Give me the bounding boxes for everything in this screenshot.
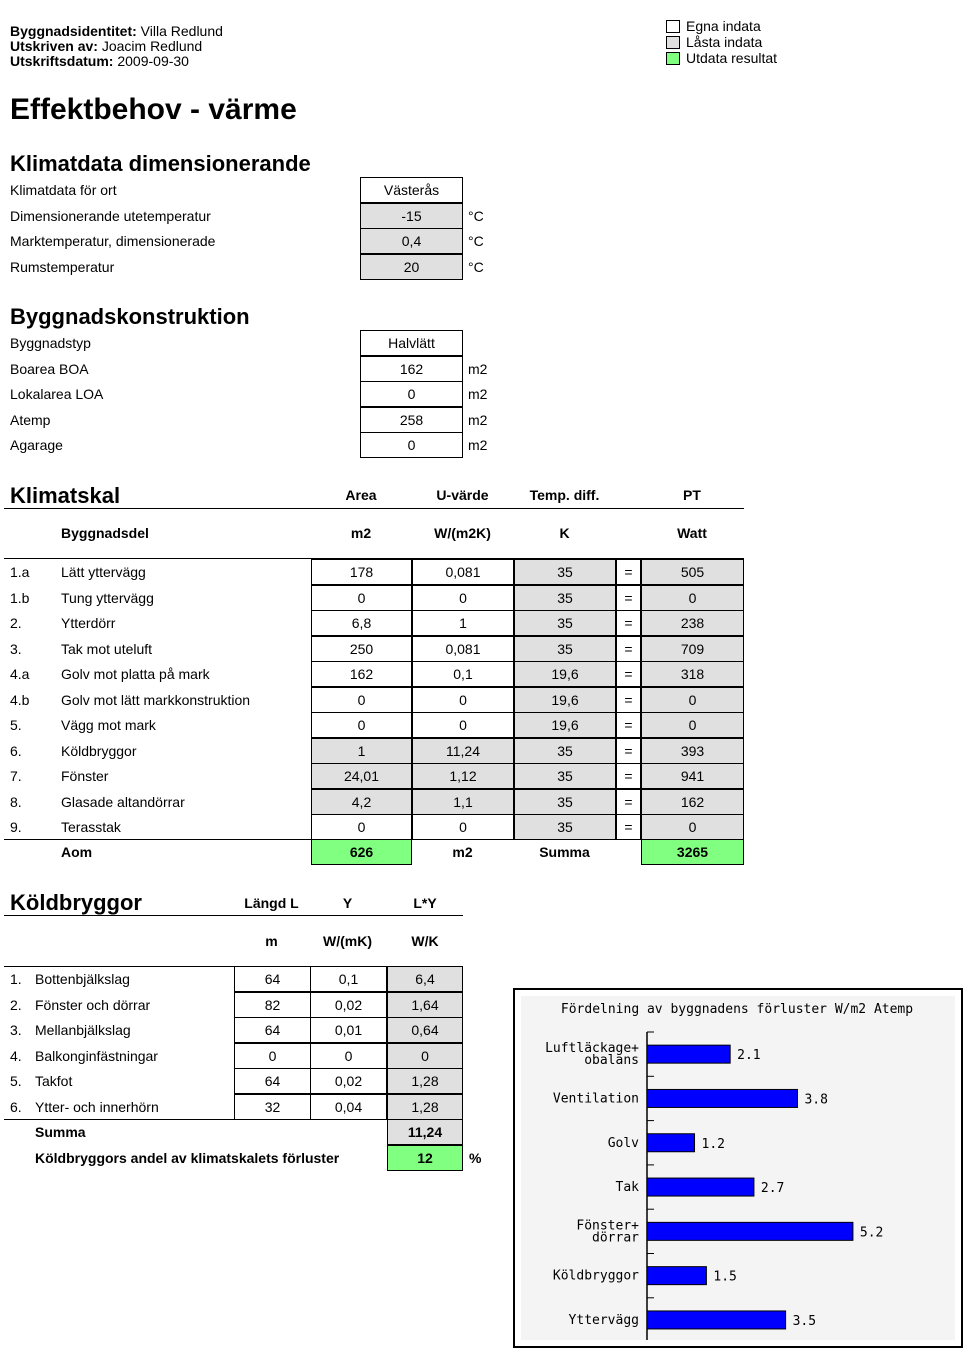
psi-input[interactable]: 0,1 [310, 966, 387, 992]
area-field[interactable]: 0 [311, 814, 412, 840]
length-input[interactable]: 64 [234, 966, 311, 992]
pt-value: 505 [641, 559, 744, 585]
psi-input[interactable]: 0,02 [310, 1068, 387, 1094]
psi-input[interactable]: 0,01 [310, 1017, 387, 1043]
temp-diff-field: 35 [514, 559, 616, 585]
row-number: 5. [10, 1073, 22, 1089]
equals-sign: = [616, 559, 641, 585]
chart-category-label: Fönster+ [576, 1218, 639, 1234]
equals-sign: = [616, 712, 641, 738]
pt-value: 0 [641, 814, 744, 840]
row-number: 8. [10, 793, 22, 810]
pt-value: 0 [641, 585, 744, 611]
row-name: Fönster [61, 768, 109, 784]
chart-category-label: Ventilation [552, 1091, 639, 1107]
row-number: 3. [10, 1022, 22, 1038]
chart-bar [647, 1089, 797, 1107]
konstruktion-heading: Byggnadskonstruktion [10, 304, 250, 329]
row-name: Mellanbjälkslag [35, 1022, 131, 1038]
ly-value: 1,28 [387, 1068, 463, 1094]
kb-summa-label: Summa [35, 1124, 86, 1140]
u-value-field[interactable]: 0 [412, 712, 514, 738]
legend-swatch-green [666, 52, 680, 65]
field-label: Boarea BOA [10, 360, 89, 377]
temp-diff-field: 19,6 [514, 712, 616, 738]
row-number: 1.a [10, 564, 30, 580]
equals-sign: = [616, 789, 641, 815]
row-name: Köldbryggor [61, 742, 137, 759]
row-name: Tung yttervägg [61, 589, 154, 606]
page-title: Effektbehov - värme [10, 93, 297, 126]
u-value-field[interactable]: 0 [412, 814, 514, 840]
chart-category-label: Köldbryggor [552, 1268, 639, 1284]
field-label: Klimatdata för ort [10, 182, 117, 198]
row-number: 4.a [10, 666, 30, 682]
legend-label: Egna indata [686, 18, 761, 34]
chart-bar [647, 1178, 754, 1196]
field-label: Agarage [10, 437, 63, 453]
date-label: Utskriftsdatum: [10, 53, 114, 69]
pt-value: 709 [641, 636, 744, 662]
chart-category-label: Yttervägg [568, 1312, 639, 1328]
ly-value: 0 [387, 1043, 463, 1069]
sub-ly-header: W/K [411, 933, 439, 949]
ly-value: 1,28 [387, 1094, 463, 1120]
temp-diff-field: 35 [514, 636, 616, 662]
identity-label: Byggnadsidentitet: [10, 23, 137, 39]
chart-title: Fördelning av byggnadens förluster W/m2 Atemp [560, 1002, 914, 1017]
chart-value-label: 2.7 [760, 1181, 785, 1197]
location-select[interactable]: Västerås [360, 177, 463, 203]
unit-label: m2 [468, 411, 488, 428]
equals-sign: = [616, 763, 641, 789]
row-number: 1. [10, 971, 22, 987]
summa-pt-value: 3265 [641, 839, 744, 865]
length-input[interactable]: 32 [234, 1094, 311, 1120]
unit-label: m2 [468, 360, 488, 377]
row-number: 2. [10, 996, 22, 1013]
equals-sign: = [616, 814, 641, 840]
psi-input[interactable]: 0,02 [310, 992, 387, 1018]
aom-value: 626 [311, 839, 412, 865]
author-label: Utskriven av: [10, 38, 98, 54]
chart-value-label: 1.2 [701, 1136, 726, 1152]
temp-diff-field: 35 [514, 763, 616, 789]
psi-input[interactable]: 0,04 [310, 1094, 387, 1120]
chart-plot-area [521, 996, 955, 1340]
u-value-field[interactable]: 0 [412, 687, 514, 713]
row-name: Terasstak [61, 819, 121, 835]
row-number: 4. [10, 1047, 22, 1064]
chart-value-label: 1.5 [713, 1269, 737, 1285]
pt-value: 0 [641, 712, 744, 738]
row-number: 5. [10, 717, 22, 733]
col-temp-header: Temp. diff. [529, 487, 600, 503]
chart-bar [647, 1311, 786, 1329]
row-number: 3. [10, 640, 22, 657]
col-pt-header: PT [683, 487, 701, 503]
legend-label: Utdata resultat [686, 50, 778, 66]
color-legend [666, 18, 777, 66]
ly-value: 0,64 [387, 1017, 463, 1043]
divider [4, 915, 463, 916]
field-label: Dimensionerande utetemperatur [10, 207, 211, 224]
u-value-field: 11,24 [412, 738, 514, 764]
area-field[interactable]: 0 [311, 585, 412, 611]
col-area-header: Area [345, 487, 377, 503]
u-value-field[interactable]: 0 [412, 585, 514, 611]
u-value-field[interactable]: 0,081 [412, 559, 514, 585]
klimat-value-field: 0,4 [360, 228, 463, 254]
row-name: Golv mot lätt markkonstruktion [61, 691, 251, 708]
building-type-select[interactable]: Halvlätt [360, 330, 463, 356]
row-number: 6. [10, 1098, 22, 1115]
temp-diff-field: 35 [514, 814, 616, 840]
legend-swatch-gray [666, 36, 680, 49]
chart-value-label: 3.8 [804, 1092, 828, 1108]
chart-category-label: obalans [584, 1053, 639, 1069]
row-number: 6. [10, 742, 22, 759]
unit-label: m2 [468, 386, 488, 402]
length-input[interactable]: 82 [234, 992, 311, 1018]
row-name: Golv mot platta på mark [61, 666, 210, 682]
equals-sign: = [616, 636, 641, 662]
col-ly-header: L*Y [413, 895, 437, 911]
pt-value: 238 [641, 610, 744, 636]
row-name: Lätt yttervägg [61, 564, 146, 580]
row-name: Takfot [35, 1073, 73, 1089]
area-field: 4,2 [311, 789, 412, 815]
area-input[interactable]: 0 [360, 381, 463, 407]
chart-bar [647, 1134, 695, 1152]
klimat-value-field: 20 [360, 254, 463, 280]
unit-label: °C [468, 207, 484, 224]
ly-value: 6,4 [387, 966, 463, 992]
kb-share-unit: % [469, 1150, 482, 1166]
equals-sign: = [616, 610, 641, 636]
equals-sign: = [616, 738, 641, 764]
equals-sign: = [616, 687, 641, 713]
koldbryggor-heading: Köldbryggor [10, 890, 142, 915]
divider [4, 508, 744, 509]
unit-label: °C [468, 233, 484, 249]
kb-share-value: 12 [387, 1145, 463, 1171]
field-label: Marktemperatur, dimensionerade [10, 233, 216, 249]
pt-value: 0 [641, 687, 744, 713]
chart-category-label: Luftläckage+ [545, 1041, 639, 1057]
temp-diff-field: 35 [514, 585, 616, 611]
area-field[interactable]: 162 [311, 661, 412, 687]
row-number: 7. [10, 768, 22, 784]
col-len-header: Längd L [244, 895, 299, 911]
aom-label: Aom [61, 844, 93, 860]
sub-pt-header: Watt [677, 525, 707, 541]
area-field[interactable]: 0 [311, 712, 412, 738]
area-field[interactable]: 250 [311, 636, 412, 662]
legend-label: Låsta indata [686, 34, 763, 50]
sub-part-header: Byggnadsdel [61, 525, 149, 541]
area-input[interactable]: 0 [360, 432, 463, 458]
field-label: Lokalarea LOA [10, 386, 104, 402]
chart-category-label: Tak [615, 1180, 639, 1196]
temp-diff-field: 19,6 [514, 687, 616, 713]
row-name: Bottenbjälkslag [35, 971, 130, 987]
sub-temp-header: K [559, 525, 570, 541]
ly-value: 1,64 [387, 992, 463, 1018]
chart-bar [647, 1222, 853, 1240]
u-value-field: 1,12 [412, 763, 514, 789]
length-input[interactable]: 0 [234, 1043, 311, 1069]
pt-value: 941 [641, 763, 744, 789]
loss-distribution-chart [513, 988, 963, 1348]
legend-item-egna [666, 18, 777, 34]
row-name: Fönster och dörrar [35, 996, 151, 1013]
area-field[interactable]: 0 [311, 687, 412, 713]
row-name: Balkonginfästningar [35, 1047, 158, 1064]
report-meta [10, 24, 223, 69]
area-field[interactable]: 178 [311, 559, 412, 585]
chart-category-label: dörrar [592, 1230, 639, 1246]
chart-bar [647, 1045, 730, 1063]
area-input[interactable]: 258 [360, 407, 463, 433]
field-label: Rumstemperatur [10, 258, 115, 275]
u-value-field[interactable]: 0,081 [412, 636, 514, 662]
row-number: 1.b [10, 589, 30, 606]
identity-value: Villa Redlund [140, 23, 223, 39]
area-input[interactable]: 162 [360, 356, 463, 382]
row-number: 9. [10, 819, 22, 835]
pt-value: 162 [641, 789, 744, 815]
temp-diff-field: 35 [514, 789, 616, 815]
pt-value: 393 [641, 738, 744, 764]
col-y-header: Y [342, 895, 353, 911]
area-field: 24,01 [311, 763, 412, 789]
temp-diff-field: 35 [514, 610, 616, 636]
row-name: Ytterdörr [61, 615, 116, 631]
chart-value-label: 5.2 [859, 1225, 884, 1241]
row-number: 4.b [10, 691, 30, 708]
area-field[interactable]: 6,8 [311, 610, 412, 636]
row-name: Ytter- och innerhörn [35, 1098, 159, 1115]
length-input[interactable]: 64 [234, 1068, 311, 1094]
row-name: Vägg mot mark [61, 717, 156, 733]
psi-input[interactable]: 0 [310, 1043, 387, 1069]
temp-diff-field: 19,6 [514, 661, 616, 687]
field-label: Atemp [10, 411, 51, 428]
equals-sign: = [616, 585, 641, 611]
unit-label: °C [468, 258, 484, 275]
sub-area-header: m2 [350, 525, 372, 541]
klimatskal-heading: Klimatskal [10, 483, 121, 508]
equals-sign: = [616, 661, 641, 687]
u-value-field[interactable]: 1 [412, 610, 514, 636]
chart-value-label: 3.5 [792, 1313, 817, 1329]
length-input[interactable]: 64 [234, 1017, 311, 1043]
row-number: 2. [10, 615, 22, 631]
u-value-field[interactable]: 0,1 [412, 661, 514, 687]
chart-value-label: 2.1 [737, 1048, 761, 1064]
unit-label: m2 [468, 437, 488, 453]
row-name: Glasade altandörrar [61, 793, 185, 810]
legend-swatch-white [666, 20, 680, 33]
date-value: 2009-09-30 [117, 53, 189, 69]
sub-y-header: W/(mK) [323, 933, 372, 949]
field-label: Byggnadstyp [10, 335, 91, 351]
row-name: Tak mot uteluft [61, 640, 153, 657]
col-u-header: U-värde [436, 487, 489, 503]
author-value: Joacim Redlund [101, 38, 203, 54]
summa-label: Summa [539, 844, 590, 860]
legend-item-utdata [666, 50, 777, 66]
klimat-value-field: -15 [360, 203, 463, 229]
chart-bar [647, 1267, 706, 1285]
area-field: 1 [311, 738, 412, 764]
sub-u-header: W/(m2K) [434, 525, 491, 541]
chart-category-label: Golv [607, 1135, 639, 1151]
kb-summa-value: 11,24 [387, 1119, 463, 1145]
klimatdata-heading: Klimatdata dimensionerande [10, 151, 311, 176]
pt-value: 318 [641, 661, 744, 687]
kb-share-label: Köldbryggors andel av klimatskalets förluster [35, 1150, 340, 1166]
temp-diff-field: 35 [514, 738, 616, 764]
sub-len-header: m [265, 933, 278, 949]
chart-svg [521, 996, 955, 1340]
aom-unit: m2 [452, 844, 473, 860]
u-value-field: 1,1 [412, 789, 514, 815]
legend-item-lasta [666, 34, 777, 50]
